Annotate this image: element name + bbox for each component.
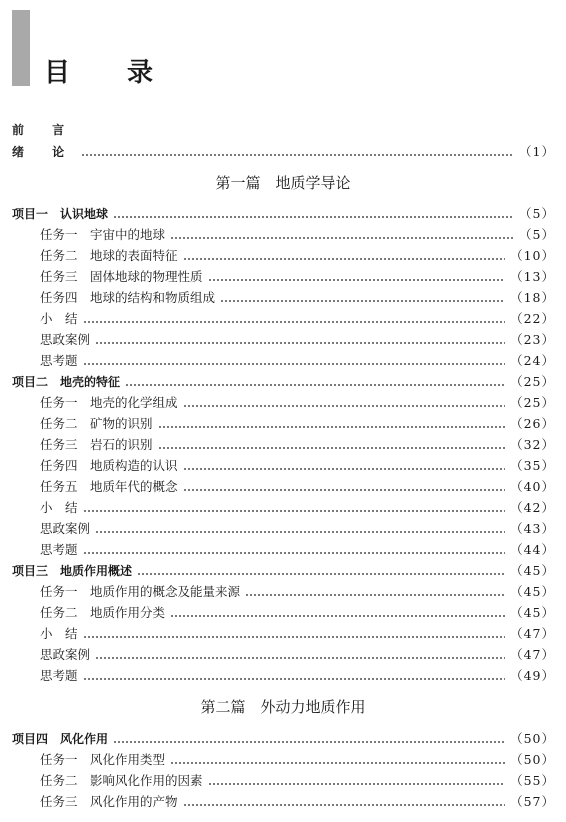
dot-leader: [183, 792, 506, 812]
toc-entry[interactable]: [40, 645, 555, 665]
toc-entry-introduction[interactable]: [12, 142, 555, 162]
dot-leader: [113, 729, 505, 749]
dot-leader: [245, 582, 505, 602]
toc-entry-label: 项目三 地质作用概述: [12, 564, 133, 578]
toc-entry-label: 任务三 固体地球的物理性质: [40, 269, 203, 284]
toc-entry[interactable]: [40, 771, 555, 791]
toc-entry-label: 项目四 风化作用: [12, 732, 109, 746]
toc-page-number: （25）: [510, 374, 555, 389]
toc-entry[interactable]: [40, 498, 555, 518]
toc-page-number: （44）: [510, 542, 555, 557]
toc-entry-label: 任务五 地质年代的概念: [40, 479, 178, 494]
toc-entry-label: 任务二 地质作用分类: [40, 605, 166, 620]
toc-entry-label: 任务二 地球的表面特征: [40, 248, 178, 263]
toc-entry-label: 任务四 地球的结构和物质组成: [40, 290, 216, 305]
toc-page-number: （47）: [510, 647, 555, 662]
dot-leader: [81, 142, 514, 162]
toc-page-number: （26）: [510, 416, 555, 431]
toc-entry[interactable]: [40, 456, 555, 476]
dot-leader: [170, 225, 514, 245]
dot-leader: [83, 309, 506, 329]
toc-entry[interactable]: [40, 330, 555, 350]
toc-entry-label: 任务三 岩石的识别: [40, 437, 153, 452]
toc-entry-label: 任务一 地质作用的概念及能量来源: [40, 584, 241, 599]
toc-entry[interactable]: [40, 666, 555, 686]
toc-entry[interactable]: [40, 624, 555, 644]
toc-page-number: （25）: [510, 395, 555, 410]
dot-leader: [125, 372, 505, 392]
toc-entry[interactable]: [40, 603, 555, 623]
dot-leader: [183, 393, 506, 413]
page-title: 目 录: [44, 58, 178, 88]
toc-entry-label: 思政案例: [40, 332, 91, 347]
toc-entry-label: 思政案例: [40, 647, 91, 662]
toc-entry-label: 任务四 地质构造的认识: [40, 458, 178, 473]
dot-leader: [183, 246, 506, 266]
toc-entry[interactable]: [40, 267, 555, 287]
toc-entry-label: 思考题: [40, 668, 78, 683]
toc-entry[interactable]: [40, 435, 555, 455]
toc-entry[interactable]: [40, 225, 555, 245]
toc-page-number: （5）: [519, 227, 555, 242]
toc-entry-preface[interactable]: [12, 120, 555, 140]
toc-page-number: （18）: [510, 290, 555, 305]
toc-entry-label: 思政案例: [40, 521, 91, 536]
toc-page-number: （10）: [510, 248, 555, 263]
toc-entry[interactable]: [40, 351, 555, 371]
toc-entry[interactable]: [40, 393, 555, 413]
dot-leader: [83, 624, 506, 644]
toc-entry-label: 思考题: [40, 353, 78, 368]
dot-leader: [95, 330, 505, 350]
toc-entry-label: 任务一 风化作用类型: [40, 752, 166, 767]
toc-entry-label: 小 结: [40, 626, 78, 641]
toc-page-number: （24）: [510, 353, 555, 368]
toc-entry[interactable]: [40, 414, 555, 434]
dot-leader: [158, 414, 506, 434]
toc-page-number: （13）: [510, 269, 555, 284]
part-heading: 第二篇 外动力地质作用: [200, 698, 366, 716]
dot-leader: [170, 603, 505, 623]
toc-entry-label: 任务一 宇宙中的地球: [40, 227, 166, 242]
toc-page-number: （22）: [510, 311, 555, 326]
toc-entry[interactable]: [40, 246, 555, 266]
toc-entry-label: 项目二 地壳的特征: [12, 375, 121, 389]
dot-leader: [208, 267, 506, 287]
toc-page-number: （50）: [510, 731, 555, 746]
dot-leader: [113, 204, 514, 224]
dot-leader: [183, 456, 506, 476]
dot-leader: [83, 666, 506, 686]
toc-entry-label: 任务二 影响风化作用的因素: [40, 773, 203, 788]
toc-page-number: （55）: [510, 773, 555, 788]
toc-entry[interactable]: [40, 750, 555, 770]
dot-leader: [137, 561, 505, 581]
toc-page-number: （45）: [510, 605, 555, 620]
toc-entry[interactable]: [40, 477, 555, 497]
toc-entry[interactable]: [40, 792, 555, 812]
toc-entry[interactable]: [40, 519, 555, 539]
dot-leader: [83, 498, 506, 518]
toc-entry-project[interactable]: [12, 372, 555, 392]
decorative-gray-bar: [12, 10, 30, 86]
toc-entry-label: 小 结: [40, 311, 78, 326]
toc-page-number: （1）: [519, 144, 555, 159]
toc-page-number: （45）: [510, 584, 555, 599]
dot-leader: [170, 750, 505, 770]
toc-entry-label: 小 结: [40, 500, 78, 515]
dot-leader: [183, 477, 506, 497]
toc-page-number: （50）: [510, 752, 555, 767]
dot-leader: [95, 645, 505, 665]
toc-entry-project[interactable]: [12, 561, 555, 581]
toc-entry[interactable]: [40, 540, 555, 560]
toc-page-number: （47）: [510, 626, 555, 641]
toc-entry-project[interactable]: [12, 729, 555, 749]
dot-leader: [83, 540, 506, 560]
dot-leader: [158, 435, 506, 455]
toc-page-number: （5）: [519, 206, 555, 221]
toc-page-number: （57）: [510, 794, 555, 809]
toc-entry-project[interactable]: [12, 204, 555, 224]
toc-entry[interactable]: [40, 582, 555, 602]
toc-entry-label: 绪 论: [12, 145, 77, 159]
dot-leader: [83, 351, 506, 371]
toc-page-number: （23）: [510, 332, 555, 347]
toc-page-number: （32）: [510, 437, 555, 452]
toc-entry[interactable]: [40, 309, 555, 329]
dot-leader: [220, 288, 505, 308]
toc-page-number: （42）: [510, 500, 555, 515]
toc-entry-label: 任务一 地壳的化学组成: [40, 395, 178, 410]
toc-page-number: （49）: [510, 668, 555, 683]
toc-entry-label: 任务三 风化作用的产物: [40, 794, 178, 809]
toc-entry-label: 前 言: [12, 123, 77, 137]
toc-entry-label: 任务二 矿物的识别: [40, 416, 153, 431]
toc-entry-label: 思考题: [40, 542, 78, 557]
toc-page-number: （35）: [510, 458, 555, 473]
toc-page-number: （40）: [510, 479, 555, 494]
toc-entry[interactable]: [40, 288, 555, 308]
toc-page-number: （43）: [510, 521, 555, 536]
dot-leader: [95, 519, 505, 539]
part-heading: 第一篇 地质学导论: [215, 174, 351, 192]
dot-leader: [208, 771, 506, 791]
toc-entry-label: 项目一 认识地球: [12, 207, 109, 221]
toc-page-number: （45）: [510, 563, 555, 578]
